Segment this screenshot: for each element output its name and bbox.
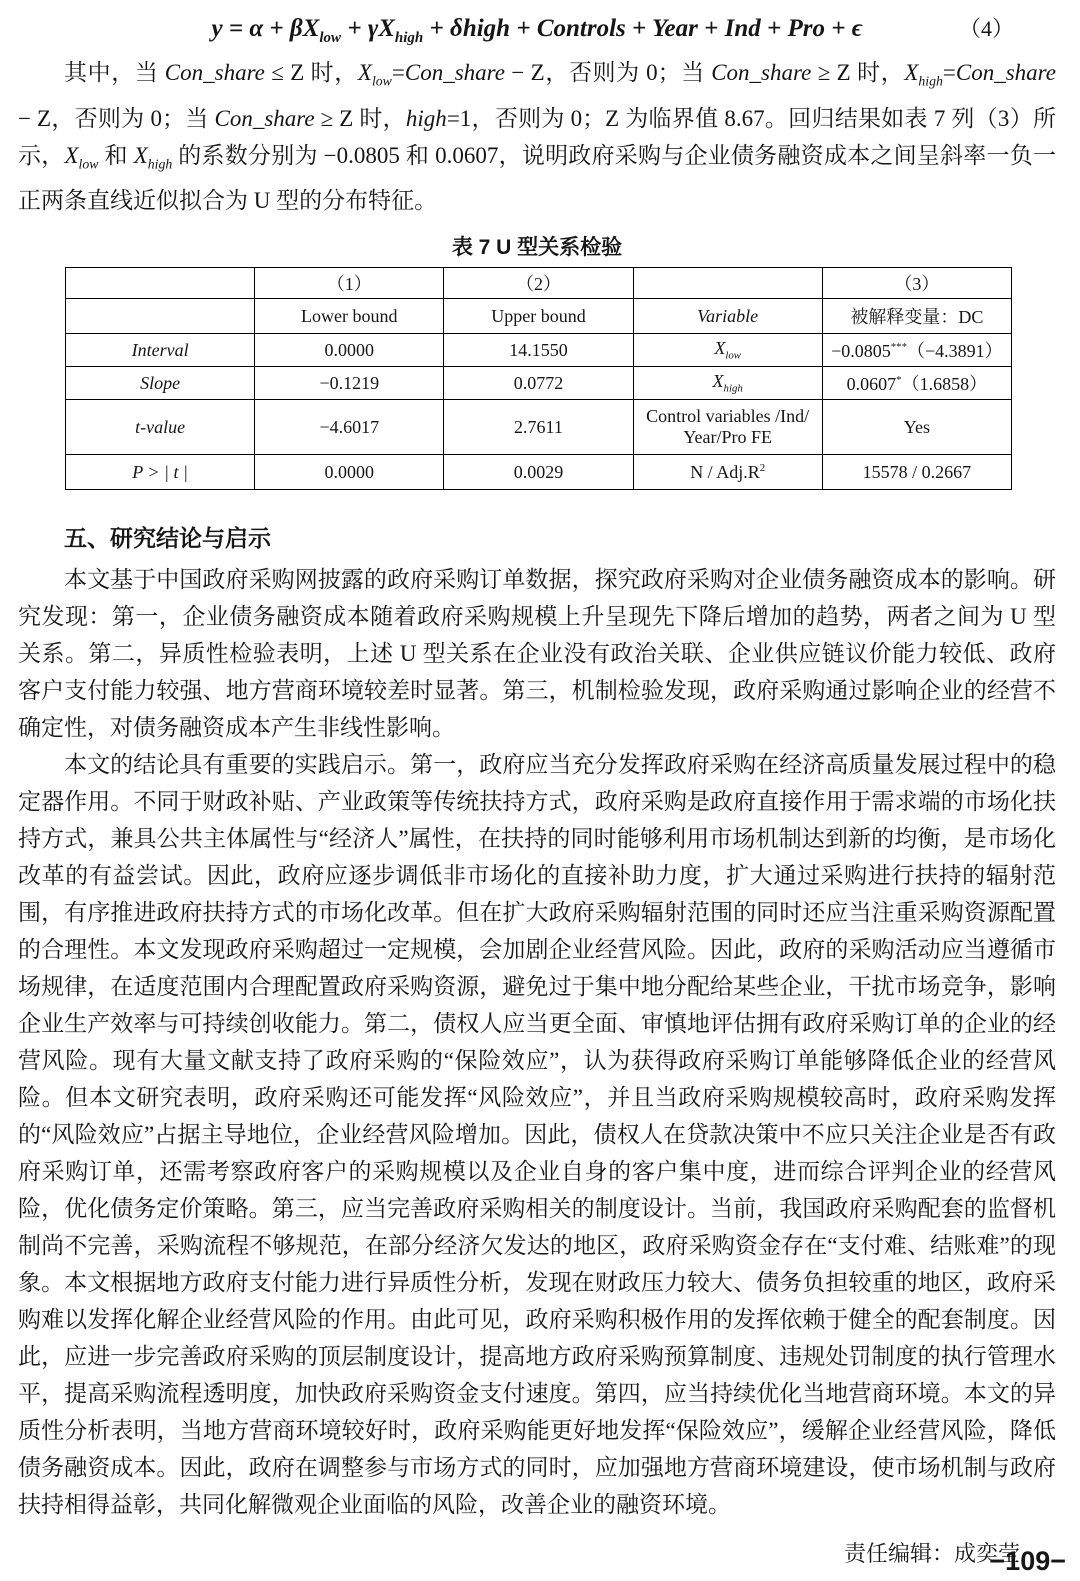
table-cell: Variable xyxy=(633,299,822,334)
table-cell: Control variables /Ind/ Year/Pro FE xyxy=(633,400,822,455)
section-heading: 五、研究结论与启示 xyxy=(64,525,271,552)
table-cell: 2.7611 xyxy=(444,400,633,455)
table-cell: 0.0000 xyxy=(255,334,444,367)
paragraph-findings: 本文基于中国政府采购网披露的政府采购订单数据，探究政府采购对企业债务融资成本的影响。研究发现：第一，企业债务融资成本随着政府采购规模上升呈现先下降后增加的趋势，两者之间为 U 型关系。第二，异质性检验表明，上述 U 型关系在企业没有政治关联、企业供应链议价能力较低、政府客户支付能力较强、地方营商环境较差时显著。第三，机制检验发现，政府采购通过影响企业的经营不确定性，对债务融资成本产生非线性影响。 xyxy=(18,567,1056,741)
table-cell: （2） xyxy=(444,268,633,299)
table-cell: t-value xyxy=(66,400,255,455)
table-cell: 0.0772 xyxy=(444,367,633,400)
table-cell: N / $Adj.R^2$ xyxy=(633,455,822,490)
table-cell: Yes xyxy=(822,400,1011,455)
editor-credit: 责任编辑：成奕莹 xyxy=(843,1541,1020,1567)
table-cell: （3） xyxy=(822,268,1011,299)
table-cell: 15578 / 0.2667 xyxy=(822,455,1011,490)
table-cell: Lower bound xyxy=(255,299,444,334)
table-row-interval xyxy=(66,334,1012,367)
table-cell: 0.0607*（1.6858） xyxy=(822,367,1011,400)
table-cell: Upper bound xyxy=(444,299,633,334)
table-cell xyxy=(66,299,255,334)
table-row-t-value xyxy=(66,400,1012,455)
table-cell: P > | t | xyxy=(66,455,255,490)
table-cell: −0.1219 xyxy=(255,367,444,400)
table-cell: （1） xyxy=(255,268,444,299)
paragraph-model-definition: 其中，当 Con_share ≤ Z 时，$X_{low}=Con\_share - Z$，否则为 0；当 Con_share ≥ Z 时，$X_{high}=Con\_share - Z$，否则为 0；当 Con_share ≥ Z 时，high=1，否则为 0；Z 为临界值 8.67。回归结果如表 7 列（3）所示，$X_{low}$ 和 $X_{high}$ 的系数分别为 −0.0805 和 0.0607，说明政府采购与企业债务融资成本之间呈斜率一负一正两条直线近似拟合为 U 型的分布特征。 xyxy=(18,60,1057,214)
table-cell: 0.0000 xyxy=(255,455,444,490)
paragraph-implications: 本文的结论具有重要的实践启示。第一，政府应当充分发挥政府采购在经济高质量发展过程中的稳定器作用。不同于财政补贴、产业政策等传统扶持方式，政府采购是政府直接作用于需求端的市场化扶持方式，兼具公共主体属性与“经济人”属性，在扶持的同时能够利用市场机制达到新的均衡，是市场化改革的有益尝试。因此，政府应逐步调低非市场化的直接补助力度，扩大通过采购进行扶持的辐射范围，有序推进政府扶持方式的市场化改革。但在扩大政府采购辐射范围的同时还应当注重采购资源配置的合理性。本文发现政府采购超过一定规模，会加剧企业经营风险。因此，政府的采购活动应当遵循市场规律，在适度范围内合理配置政府采购资源，避免过于集中地分配给某些企业，干扰市场竞争，影响企业生产效率与可持续创收能力。第二，债权人应当更全面、审慎地评估拥有政府采购订单的企业的经营风险。现有大量文献支持了政府采购的“保险效应”，认为获得政府采购订单能够降低企业的经营风险。但本文研究表明，政府采购还可能发挥“风险效应”，并且当政府采购规模较高时，政府采购发挥的“风险效应”占据主导地位，企业经营风险增加。因此，债权人在贷款决策中不应只关注企业是否有政府采购订单，还需考察政府客户的采购规模以及企业自身的客户集中度，进而综合评判企业的经营风险，优化债务定价策略。第三，应当完善政府采购相关的制度设计。当前，我国政府采购配套的监督机制尚不完善，采购流程不够规范，在部分经济欠发达的地区，政府采购资金存在“支付难、结账难”的现象。本文根据地方政府支付能力进行异质性分析，发现在财政压力较大、债务负担较重的地区，政府采购难以发挥化解企业经营风险的作用。由此可见，政府采购积极作用的发挥依赖于健全的配套制度。因此，应进一步完善政府采购的顶层制度设计，提高地方政府采购预算制度、违规处罚制度的执行管理水平，提高采购流程透明度，加快政府采购资金支付速度。第四，应当持续优化当地营商环境。本文的异质性分析表明，当地方营商环境较好时，政府采购能更好地发挥“保险效应”，缓解企业经营风险，降低债务融资成本。因此，政府在调整参与市场方式的同时，应加强地方营商环境建设，使市场机制与政府扶持相得益彰，共同化解微观企业面临的风险，改善企业的融资环境。 xyxy=(18,752,1056,1518)
table-row-p-value xyxy=(66,455,1012,490)
table-cell xyxy=(66,268,255,299)
table-row-slope xyxy=(66,367,1012,400)
table-cell: 14.1550 xyxy=(444,334,633,367)
table-cell: −4.6017 xyxy=(255,400,444,455)
table-cell: −0.0805***（−4.3891） xyxy=(822,334,1011,367)
table-cell: Interval xyxy=(66,334,255,367)
table-cell: $X_{high}$ xyxy=(633,367,822,400)
table-row-column-headers xyxy=(66,299,1012,334)
table-body xyxy=(66,268,1012,490)
table-cell xyxy=(633,268,822,299)
table-row-column-numbers xyxy=(66,268,1012,299)
equation-4-row xyxy=(18,8,1056,50)
u-shape-test-table xyxy=(65,267,1012,490)
table-cell: $X_{low}$ xyxy=(633,334,822,367)
equation-4-text: $y = \alpha + \beta X_{low} + \gamma X_{high}$ + δhigh + Controls + Year + Ind + Pro + ϵ xyxy=(211,15,863,46)
table-title: 表 7 U 型关系检验 xyxy=(451,236,623,260)
table-cell: 0.0029 xyxy=(444,455,633,490)
equation-4-number: （4） xyxy=(958,16,1014,41)
page-number: −109− xyxy=(989,1546,1066,1576)
table-cell: Slope xyxy=(66,367,255,400)
table-cell: 被解释变量：DC xyxy=(822,299,1011,334)
